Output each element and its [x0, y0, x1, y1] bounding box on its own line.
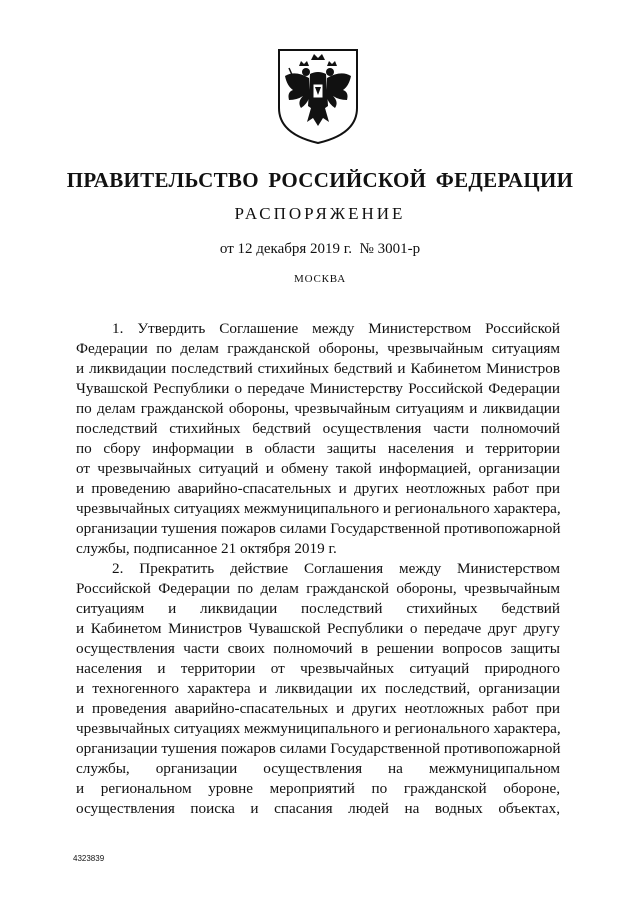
document-city: МОСКВА [294, 273, 346, 285]
paragraph-line: 2. Прекратить действие Соглашения между Министерством [112, 560, 560, 577]
paragraph-line: организации тушения пожаров силами Государственной противопожарной [76, 520, 561, 537]
paragraph-line: населения и территории от чрезвычайных ситуаций природного [76, 660, 560, 677]
paragraph-line: организации тушения пожаров силами Государственной противопожарной [76, 740, 561, 757]
paragraph-line: и техногенного характера и ликвидации их последствий, организации [76, 680, 560, 697]
paragraph-line: ситуациям и ликвидации последствий стихийных бедствий [76, 600, 560, 617]
paragraph-line: Федерации по делам гражданской обороны, чрезвычайным ситуациям [76, 340, 560, 357]
paragraph-line: последствий стихийных бедствий осуществления части полномочий [76, 420, 560, 437]
paragraph-line: службы, организации осуществления на межмуниципальном [76, 760, 560, 777]
paragraph-line: 1. Утвердить Соглашение между Министерством Российской [112, 320, 560, 337]
paragraph-line: и Кабинетом Министров Чувашской Республики о передаче друг другу [76, 620, 560, 637]
paragraph-line: осуществления поиска и спасания людей на водных объектах, [76, 800, 560, 817]
paragraph-line: и ликвидации последствий стихийных бедствий и Кабинетом Министров [76, 360, 560, 377]
paragraph-line: службы, подписанное 21 октября 2019 г. [76, 540, 337, 557]
government-title: ПРАВИТЕЛЬСТВО РОССИЙСКОЙ ФЕДЕРАЦИИ [66, 168, 574, 192]
paragraph-line: и проведению аварийно-спасательных и других неотложных работ при [76, 480, 560, 497]
paragraph-line: от чрезвычайных ситуаций и обмену такой информацией, организации [76, 460, 560, 477]
coat-of-arms-icon [273, 46, 363, 146]
paragraph-line: осуществления части своих полномочий в решении вопросов защиты [76, 640, 560, 657]
paragraph-line: Российской Федерации по делам гражданской обороны, чрезвычайным [76, 580, 560, 597]
document-type: РАСПОРЯЖЕНИЕ [234, 204, 406, 223]
paragraph-line: чрезвычайных ситуациях межмуниципального и регионального характера, [76, 720, 561, 737]
document-code: 4323839 [73, 854, 105, 863]
document-date-number: от 12 декабря 2019 г. № 3001-р [219, 241, 421, 257]
paragraph-line: и проведения аварийно-спасательных и других неотложных работ при [76, 700, 560, 717]
paragraph-line: по делам гражданской обороны, чрезвычайным ситуациям и ликвидации [76, 400, 560, 417]
paragraph-line: Чувашской Республики о передаче Министерству Российской Федерации [76, 380, 560, 397]
paragraph-line: и региональном уровне мероприятий по гражданской обороне, [76, 780, 560, 797]
paragraph-line: чрезвычайных ситуациях межмуниципального и регионального характера, [76, 500, 561, 517]
paragraph-line: по сбору информации в области защиты населения и территории [76, 440, 560, 457]
